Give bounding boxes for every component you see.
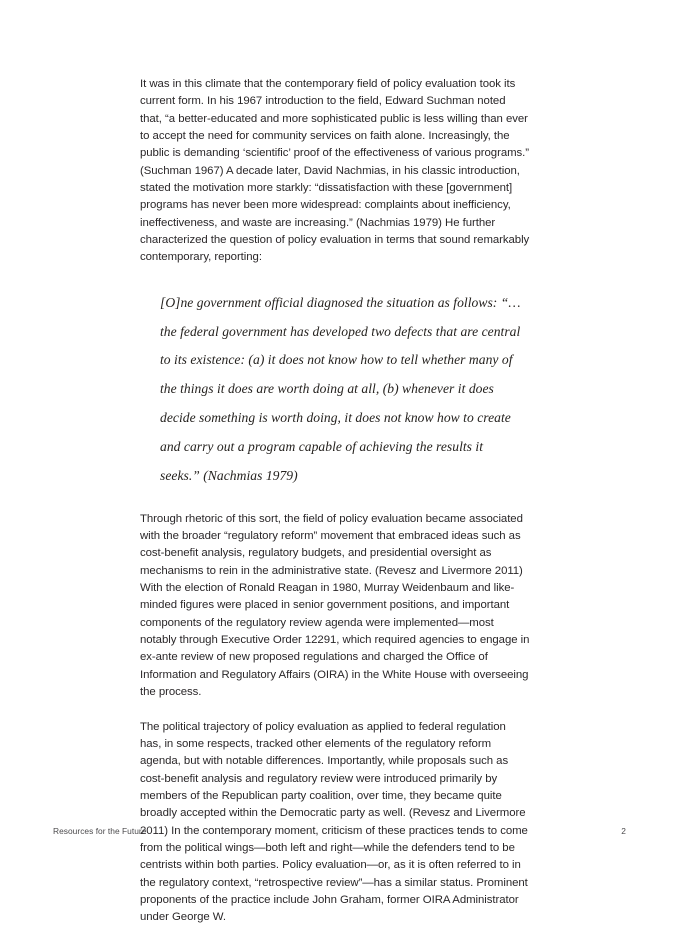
- block-quotation: [140, 289, 530, 491]
- quote-bottom-spacer: [140, 491, 530, 511]
- page-footer: [53, 823, 627, 839]
- page-content: [140, 76, 530, 927]
- block-quotation-text: [O]ne government official diagnosed the situation as follows: “…the federal government has developed two defects that are central to its existence: (a) it does not know how to tell whether many of the things it does are worth doing at all, (b) whenever it does decide something is worth doing, it does not know how to create and carry out a program capable of achieving the results it seeks.” (Nachmias 1979): [160, 294, 521, 483]
- footer-organization-name: Resources for the Future: [53, 826, 147, 836]
- body-paragraph-3: The political trajectory of policy evaluation as applied to federal regulation has, in some respects, tracked other elements of the regulatory reform agenda, but with notable differences. Importantly, while proposals such as cost-benefit analysis and regulatory review were introduced primarily by members of the Republican party coalition, over time, they became quite broadly accepted within the Democratic party as well. (Revesz and Livermore 2011) In the contemporary moment, criticism of these practices tends to come from the political wings—both left and right—while the defenders tend to be centrists within both parties. Policy evaluation—or, as it is often referred to in the regulatory context, “retrospective review”—has a similar status. Prominent proponents of the practice include John Graham, former OIRA Administrator under George W.: [140, 720, 528, 924]
- quote-top-spacer: [140, 267, 530, 289]
- body-paragraph-1: It was in this climate that the contemporary field of policy evaluation took its current form. In his 1967 introduction to the field, Edward Suchman noted that, “a better-educated and more sophisticated public is less willing than ever to accept the need for community services on faith alone. Increasingly, the public is demanding ‘scientific’ proof of the effectiveness of various programs.” (Suchman 1967) A decade later, David Nachmias, in his classic introduction, stated the motivation more starkly: “dissatisfaction with these [government] programs has never been more widespread: complaints about inefficiency, ineffectiveness, and waste are increasing.” (Nachmias 1979) He further characterized the question of policy evaluation in terms that sound remarkably contemporary, reporting:: [140, 78, 530, 264]
- footer-page-number: 2: [621, 826, 626, 836]
- body-paragraph-2: Through rhetoric of this sort, the field of policy evaluation became associated with the broader “regulatory reform” movement that embraced ideas such as cost-benefit analysis, regulatory budgets, and presidential oversight as mechanisms to rein in the administrative state. (Revesz and Livermore 2011) With the election of Ronald Reagan in 1980, Murray Weidenbaum and like-minded figures were placed in senior government positions, and important components of the regulatory review agenda were implemented—most notably through Executive Order 12291, which required agencies to engage in ex-ante review of new proposed regulations and charged the Office of Information and Regulatory Affairs (OIRA) in the White House with overseeing the process.: [140, 512, 530, 699]
